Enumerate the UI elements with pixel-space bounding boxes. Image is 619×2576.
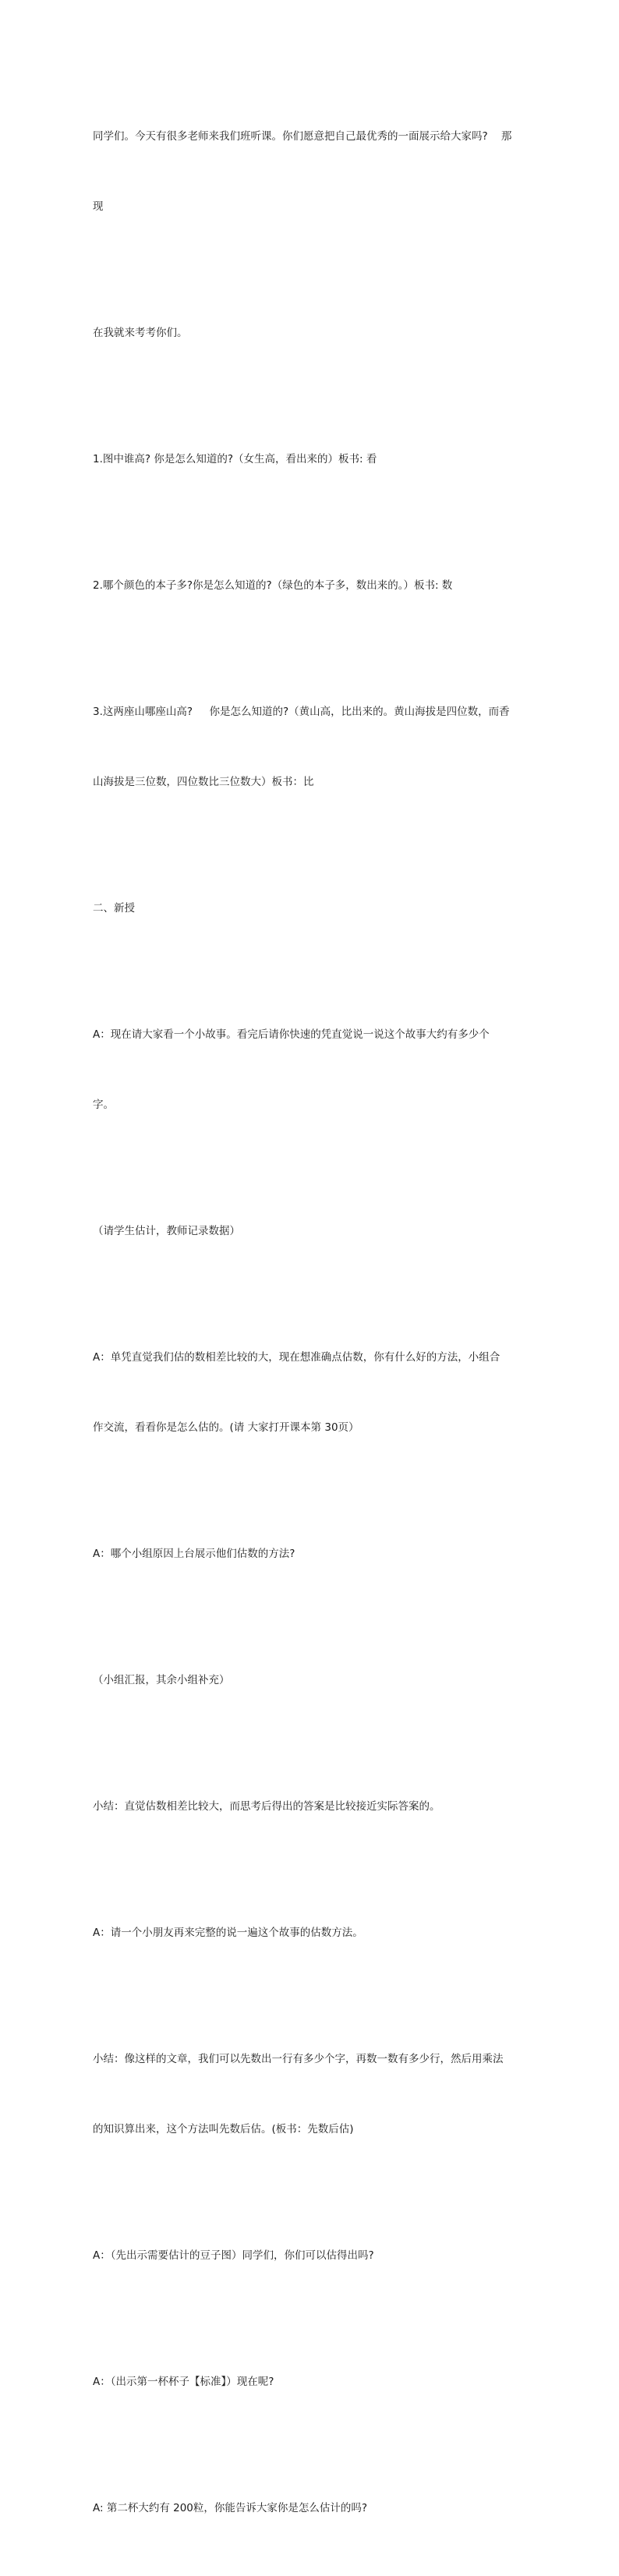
text-line: A：（先出示需要估计的豆子图）同学们，你们可以估得出吗? — [93, 2249, 374, 2262]
paragraph-summary-2 — [93, 2001, 529, 2188]
paragraph-group-show — [93, 1495, 529, 1612]
text-line: 同学们。今天有很多老师来我们班听课。你们愿意把自己最优秀的一面展示给大家吗? 那 — [93, 130, 512, 143]
text-line: A：单凭直觉我们估的数相差比较的大，现在想准确点估数，你有什么好的方法，小组合 — [93, 1351, 501, 1364]
paragraph-cup-2 — [93, 2450, 529, 2567]
text-line: 1.图中谁高? 你是怎么知道的?（女生高，看出来的）板书: 看 — [93, 453, 377, 465]
paragraph-story — [93, 976, 529, 1163]
paragraph-question-1 — [93, 401, 529, 518]
text-line: 在我就来考考你们。 — [93, 327, 188, 339]
paragraph-summary-1 — [93, 1748, 529, 1865]
section-heading — [93, 850, 529, 967]
text-line: 二、新授 — [93, 902, 135, 915]
paragraph-method — [93, 1299, 529, 1486]
paragraph-question-3 — [93, 653, 529, 840]
paragraph-beans — [93, 2197, 529, 2314]
text-line: 山海拔是三位数，四位数比三位数大）板书：比 — [93, 776, 314, 788]
paragraph-note-estimate — [93, 1173, 529, 1290]
paragraph-intro-cont — [93, 274, 529, 391]
paragraph-group-report — [93, 1622, 529, 1739]
text-line: A：（出示第一杯杯子【标准】）现在呢? — [93, 2376, 274, 2388]
paragraph-retell — [93, 1874, 529, 1991]
paragraph-question-2 — [93, 527, 529, 644]
paragraph-intro — [93, 78, 529, 265]
text-line: 小结：像这样的文章，我们可以先数出一行有多少个字，再数一数有多少行，然后用乘法 — [93, 2053, 504, 2065]
text-line: 2.哪个颜色的本子多?你是怎么知道的?（绿色的本子多，数出来的。）板书: 数 — [93, 579, 453, 592]
text-line: A：现在请大家看一个小故事。看完后请你快速的凭直觉说一说这个故事大约有多少个 — [93, 1028, 490, 1041]
text-line: 字。 — [93, 1099, 114, 1111]
text-line: A: 第二杯大约有 200粒，你能告诉大家你是怎么估计的吗? — [93, 2502, 368, 2514]
text-line: （小组汇报，其余小组补充） — [93, 1674, 230, 1686]
text-line: 作交流，看看你是怎么估的。(请 大家打开课本第 30页） — [93, 1421, 359, 1434]
document-page — [93, 78, 529, 2576]
text-line: （请学生估计，教师记录数据） — [93, 1225, 240, 1237]
text-line: 小结：直觉估数相差比较大，而思考后得出的答案是比较接近实际答案的。 — [93, 1800, 440, 1813]
text-line: 现 — [93, 200, 104, 213]
text-line: A：哪个小组原因上台展示他们估数的方法? — [93, 1548, 295, 1560]
text-line: 3.这两座山哪座山高? 你是怎么知道的?（黄山高，比出来的。黄山海拔是四位数，而香 — [93, 706, 510, 718]
paragraph-cup-1 — [93, 2323, 529, 2440]
text-line: A：请一个小朋友再来完整的说一遍这个故事的估数方法。 — [93, 1927, 363, 1939]
text-line: 的知识算出来，这个方法叫先数后估。(板书：先数后估) — [93, 2123, 354, 2135]
